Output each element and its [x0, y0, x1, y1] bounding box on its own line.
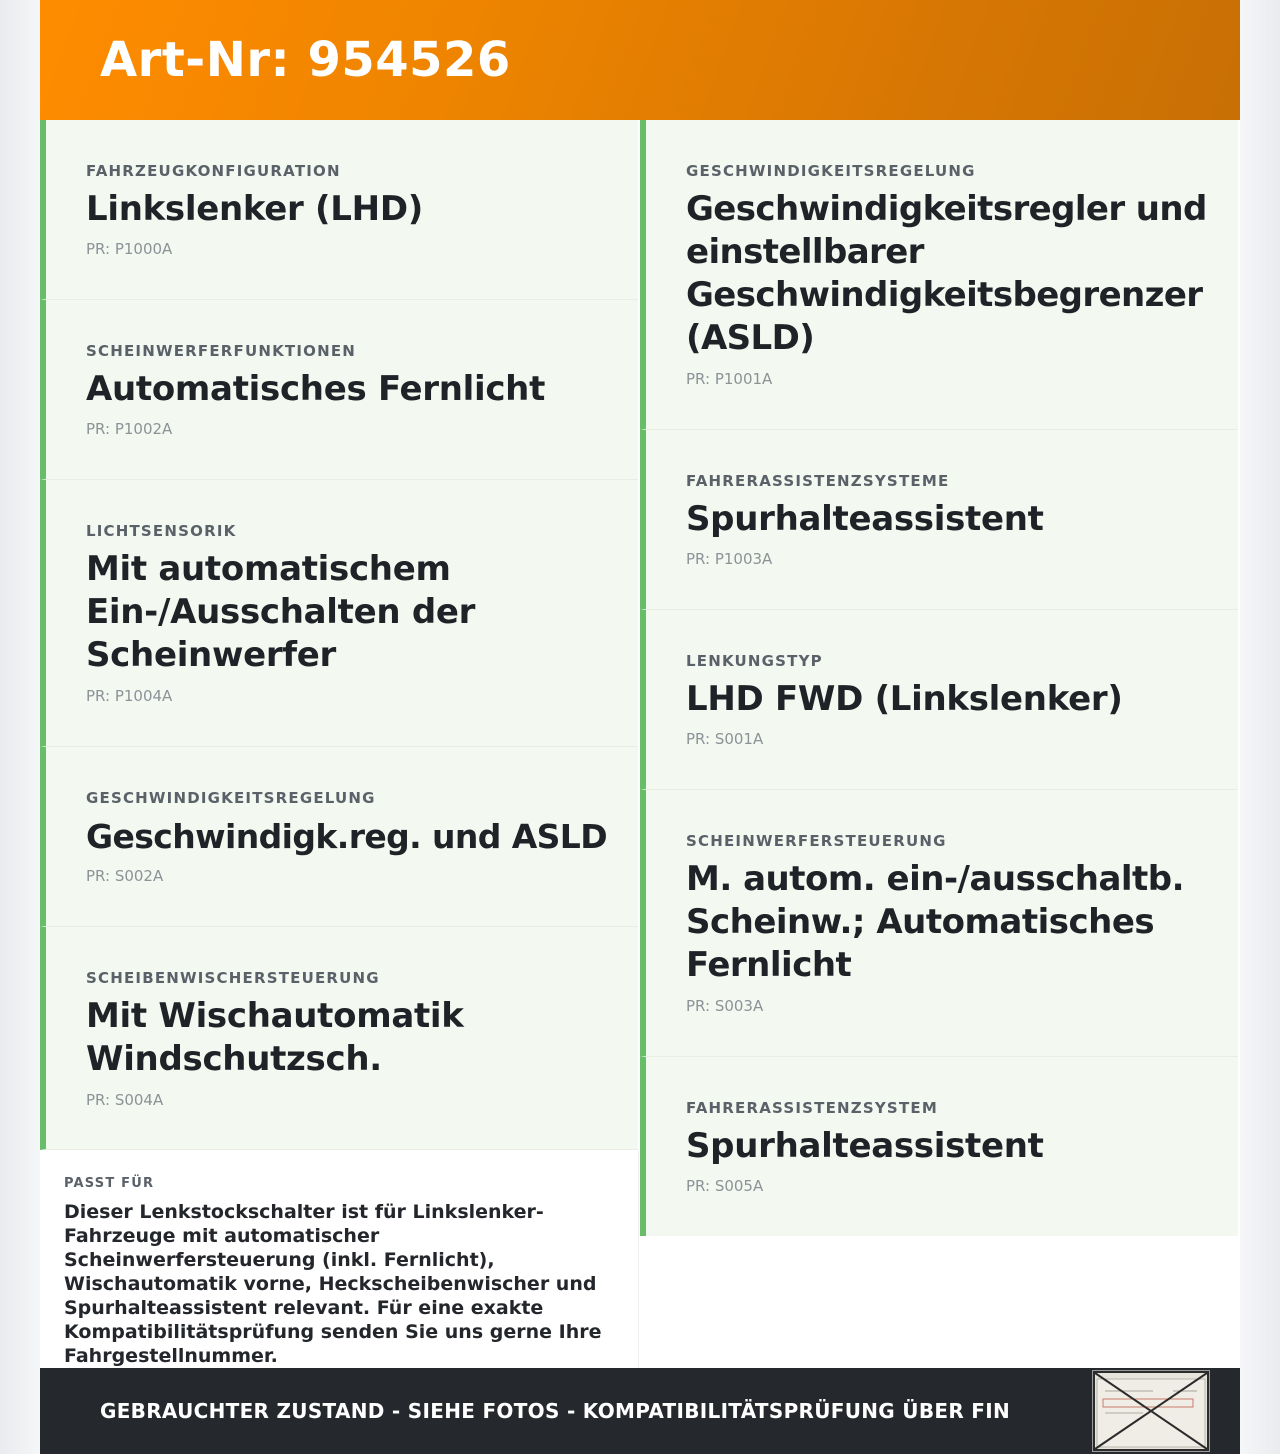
spec-value: Spurhalteassistent	[686, 1126, 1044, 1166]
compatibility-label: PASST FÜR	[64, 1176, 155, 1191]
spec-pr-code: PR: P1002A	[86, 420, 173, 438]
spec-category: GESCHWINDIGKEITSREGELUNG	[86, 789, 376, 807]
spec-columns	[40, 120, 1240, 1368]
spec-card	[640, 430, 1238, 610]
spec-card	[40, 300, 638, 480]
spec-pr-code: PR: P1000A	[86, 240, 173, 258]
compatibility-section	[40, 1150, 639, 1368]
spec-category: SCHEIBENWISCHERSTEUERUNG	[86, 969, 380, 987]
spec-card	[40, 927, 638, 1150]
spec-card	[40, 480, 638, 747]
header	[40, 0, 1240, 120]
spec-card	[40, 747, 638, 927]
page	[40, 0, 1240, 1454]
spec-category: LENKUNGSTYP	[686, 652, 823, 670]
spec-value: Mit Wischautomatik Windschutzsch.	[86, 996, 464, 1079]
spec-value: Automatisches Fernlicht	[86, 369, 546, 409]
footer-banner	[40, 1368, 1240, 1454]
article-number-title: Art-Nr: 954526	[100, 32, 511, 88]
spec-category: SCHEINWERFERFUNKTIONEN	[86, 342, 357, 360]
spec-pr-code: PR: S005A	[686, 1177, 764, 1195]
spec-value: Geschwindigkeitsregler und einstellbarer Geschwindigkeitsbegrenzer (ASLD)	[686, 189, 1207, 358]
spec-category: GESCHWINDIGKEITSREGELUNG	[686, 162, 976, 180]
spec-card	[640, 120, 1238, 430]
spec-category: FAHRERASSISTENZSYSTEME	[686, 472, 950, 490]
compatibility-text: Dieser Lenkstockschalter ist für Linkslenker-Fahrzeuge mit automatischer Scheinwerfersteuerung (inkl. Fernlicht), Wischautomatik vorne, Heckscheibenwischer und Spurhalteassistent relevant. Für eine exakte Kompatibilitätsprüfung senden Sie uns gerne Ihre Fahrgestellnummer.	[64, 1201, 602, 1367]
spec-pr-code: PR: P1004A	[86, 687, 173, 705]
spec-pr-code: PR: S004A	[86, 1091, 164, 1109]
spec-card	[40, 120, 638, 300]
spec-value: Geschwindigk.reg. und ASLD	[86, 817, 608, 856]
spec-category: LICHTSENSORIK	[86, 522, 237, 540]
spec-category: FAHRZEUGKONFIGURATION	[86, 162, 341, 180]
spec-value: LHD FWD (Linkslenker)	[686, 679, 1123, 719]
spec-category: FAHRERASSISTENZSYSTEM	[686, 1099, 938, 1117]
spec-category: SCHEINWERFERSTEUERUNG	[686, 832, 947, 850]
spec-pr-code: PR: P1003A	[686, 550, 773, 568]
spec-value: Linkslenker (LHD)	[86, 189, 423, 229]
spec-card	[640, 790, 1238, 1057]
spec-card	[640, 610, 1238, 790]
spec-pr-code: PR: S003A	[686, 997, 764, 1015]
footer-text: GEBRAUCHTER ZUSTAND - SIEHE FOTOS - KOMPATIBILITÄTSPRÜFUNG ÜBER FIN	[100, 1399, 1011, 1423]
spec-value: Mit automatischem Ein-/Ausschalten der Scheinwerfer	[86, 549, 476, 675]
vehicle-document-thumbnail[interactable]	[1092, 1370, 1210, 1452]
spec-pr-code: PR: S002A	[86, 867, 164, 885]
document-photo-icon	[1093, 1371, 1209, 1451]
spec-value: Spurhalteassistent	[686, 499, 1044, 539]
spec-pr-code: PR: P1001A	[686, 370, 773, 388]
spec-card	[640, 1057, 1238, 1236]
spec-value: M. autom. ein-/ausschaltb. Scheinw.; Automatisches Fernlicht	[686, 859, 1185, 985]
spec-pr-code: PR: S001A	[686, 730, 764, 748]
